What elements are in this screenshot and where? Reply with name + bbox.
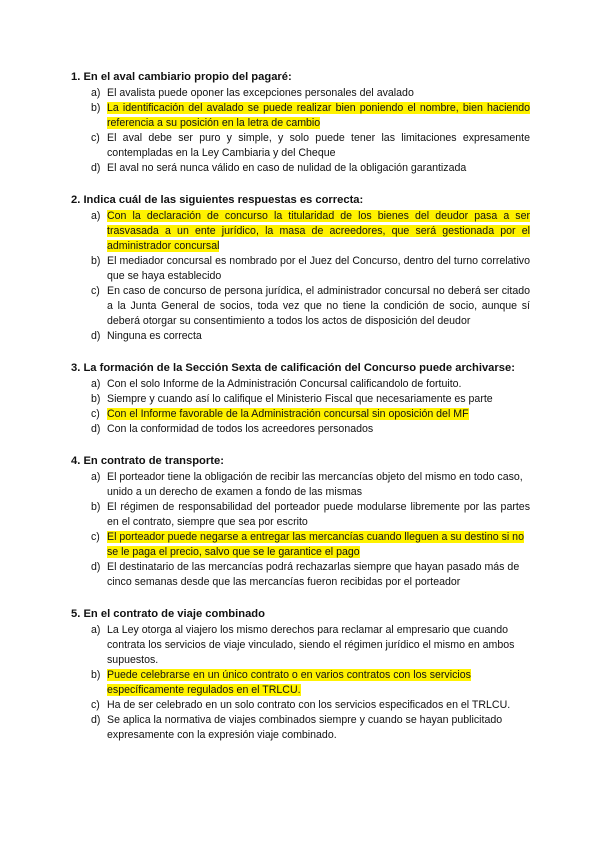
answer-letter: a) [91,210,101,222]
answer-letter: c) [91,285,100,297]
answer-letter: c) [91,408,100,420]
answer-text: Con la conformidad de todos los acreedores personados [107,423,374,435]
answer-item [71,161,530,176]
answer-text: El régimen de responsabilidad del porteador puede modularse libremente por las partes en el contrato, siempre que sea por escrito [107,501,530,528]
answer-text: La identificación del avalado se puede realizar bien poniendo el nombre, bien haciendo referencia a su posición en la letra de cambio [107,102,530,129]
answer-text: Siempre y cuando así lo califique el Ministerio Fiscal que necesariamente es parte [107,393,493,405]
answer-item [71,560,530,590]
answer-letter: b) [91,501,101,513]
answer-letter: a) [91,471,101,483]
answer-item-highlighted [71,407,530,422]
question-4 [71,453,530,590]
answer-text: El mediador concursal es nombrado por el Juez del Concurso, dentro del turno correlativo que se haya establecido [107,255,530,282]
answer-list [71,209,530,344]
answer-item [71,698,530,713]
answer-letter: c) [91,132,100,144]
answer-text: Con el Informe favorable de la Administración concursal sin oposición del MF [107,408,469,420]
answer-text: El avalista puede oponer las excepciones personales del avalado [107,87,414,99]
answer-text: El destinatario de las mercancías podrá rechazarlas siempre que hayan pasado más de cinco semanas desde que las mercancías fueron recibidas por el porteador [107,561,520,588]
answer-item [71,623,530,668]
quiz-content [71,69,530,759]
answer-item-highlighted [71,101,530,131]
answer-item [71,254,530,284]
question-title: 1. En el aval cambiario propio del pagaré: [71,71,292,83]
answer-text: El aval no será nunca válido en caso de nulidad de la obligación garantizada [107,162,467,174]
answer-item [71,131,530,161]
answer-text: Ha de ser celebrado en un solo contrato con los servicios especificados en el TRLCU. [107,699,511,711]
question-5 [71,606,530,743]
answer-text: Se aplica la normativa de viajes combinados siempre y cuando se hayan publicitado expresamente con la expresión viaje combinado. [107,714,503,741]
question-3 [71,360,530,437]
question-title: 2. Indica cuál de las siguientes respuestas es correcta: [71,194,364,206]
answer-text: Con la declaración de concurso la titularidad de los bienes del deudor pasa a ser trasvasada a un ente jurídico, la masa de acreedores, que será gestionada por el administrador concursal [107,210,530,252]
answer-text: El porteador tiene la obligación de recibir las mercancías objeto del mismo en todo caso, unido a un derecho de examen a fondo de las mismas [107,471,523,498]
answer-letter: d) [91,162,101,174]
question-title: 3. La formación de la Sección Sexta de calificación del Concurso puede archivarse: [71,362,515,374]
answer-item-highlighted [71,668,530,698]
answer-letter: c) [91,699,100,711]
answer-letter: c) [91,531,100,543]
question-title: 5. En el contrato de viaje combinado [71,608,265,620]
answer-list [71,86,530,176]
question-2 [71,192,530,344]
answer-item-highlighted [71,209,530,254]
answer-text: En caso de concurso de persona jurídica, el administrador concursal no deberá ser citado a la Junta General de socios, toda vez que no tiene la condición de socio, aunque sí deberá otorgar su consentimiento a todos los actos de disposición del deudor [107,285,530,327]
answer-letter: d) [91,330,101,342]
answer-item [71,470,530,500]
answer-item [71,392,530,407]
answer-text: El porteador puede negarse a entregar las mercancías cuando lleguen a su destino si no se le paga el precio, salvo que se le garantice el pago [107,531,524,558]
answer-letter: b) [91,669,101,681]
question-1 [71,69,530,176]
answer-letter: a) [91,624,101,636]
answer-letter: a) [91,378,101,390]
answer-list [71,623,530,743]
answer-item [71,284,530,329]
answer-item [71,422,530,437]
answer-item [71,377,530,392]
answer-letter: a) [91,87,101,99]
answer-letter: b) [91,255,101,267]
answer-item [71,86,530,101]
answer-letter: d) [91,714,101,726]
answer-text: La Ley otorga al viajero los mismo derechos para reclamar al empresario que cuando contrata los servicios de viaje vinculado, siendo el régimen jurídico el mismo en ambos supuestos. [107,624,515,666]
answer-letter: b) [91,393,101,405]
answer-letter: d) [91,423,101,435]
answer-item [71,329,530,344]
answer-text: El aval debe ser puro y simple, y solo puede tener las limitaciones expresamente contempladas en la Ley Cambiaria y del Cheque [107,132,530,159]
answer-text: Con el solo Informe de la Administración Concursal calificandolo de fortuito. [107,378,462,390]
answer-letter: b) [91,102,101,114]
answer-list [71,377,530,437]
answer-item-highlighted [71,530,530,560]
answer-text: Puede celebrarse en un único contrato o en varios contratos con los servicios específicamente regulados en el TRLCU. [107,669,471,696]
answer-text: Ninguna es correcta [107,330,202,342]
answer-item [71,713,530,743]
answer-item [71,500,530,530]
answer-letter: d) [91,561,101,573]
question-title: 4. En contrato de transporte: [71,455,224,467]
answer-list [71,470,530,590]
